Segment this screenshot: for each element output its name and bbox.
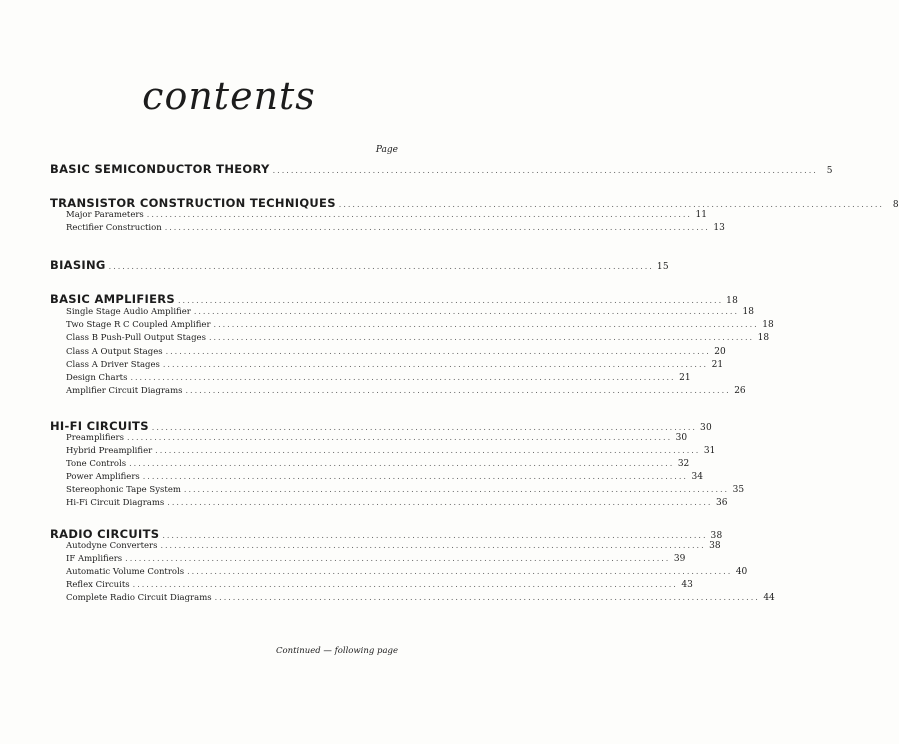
dot-leader: ........................................................................................................................	[126, 433, 673, 442]
toc-entry-label: Hi-Fi Circuit Diagrams	[66, 498, 165, 508]
dot-leader: ........................................................................................................................	[132, 580, 678, 589]
toc-entry-page-number: 35	[732, 485, 745, 495]
toc-entry-page-number: 26	[734, 386, 746, 396]
toc-subentry	[0, 223, 725, 233]
toc-entry-page-number: 43	[681, 580, 693, 590]
toc-entry-label: TRANSISTOR CONSTRUCTION TECHNIQUES	[50, 196, 336, 210]
dot-leader: ........................................................................................................................	[130, 373, 676, 382]
toc-entry-page-number: 40	[735, 567, 748, 577]
toc-entry-label: Single Stage Audio Amplifier	[66, 307, 191, 317]
toc-section-entry	[0, 292, 739, 306]
toc-subentry	[0, 433, 688, 443]
dot-leader: ........................................................................................................................	[125, 554, 671, 563]
toc-entry-label: Two Stage R C Coupled Amplifier	[66, 320, 211, 330]
dot-leader: ........................................................................................................................	[187, 567, 733, 576]
toc-entry-page-number: 31	[703, 446, 716, 456]
toc-entry-label: Complete Radio Circuit Diagrams	[66, 593, 212, 603]
toc-entry-label: Automatic Volume Controls	[66, 567, 185, 577]
toc-subentry	[0, 485, 745, 495]
toc-entry-page-number: 18	[762, 320, 774, 330]
dot-leader: ........................................................................................................................	[183, 485, 730, 494]
toc-entry-label: Autodyne Converters	[66, 541, 158, 551]
toc-subentry	[0, 593, 775, 603]
toc-subentry	[0, 347, 726, 357]
toc-entry-page-number: 38	[709, 541, 721, 551]
dot-leader: ........................................................................................................................	[213, 320, 759, 329]
dot-leader: ........................................................................................................................	[167, 498, 713, 507]
dot-leader: ........................................................................................................................	[214, 593, 760, 602]
toc-entry-label: Major Parameters	[66, 210, 144, 220]
toc-subentry	[0, 307, 754, 317]
toc-entry-label: Class A Driver Stages	[66, 360, 160, 370]
page-column-header: Page	[375, 145, 398, 155]
toc-entry-page-number: 21	[711, 360, 724, 370]
toc-entry-label: Class A Output Stages	[66, 347, 163, 357]
toc-subentry	[0, 541, 721, 551]
toc-entry-page-number: 36	[715, 498, 728, 508]
toc-entry-label: Amplifier Circuit Diagrams	[66, 386, 183, 396]
toc-entry-label: BASIC AMPLIFIERS	[50, 292, 175, 306]
toc-subentry	[0, 498, 728, 508]
toc-entry-page-number: 21	[679, 373, 691, 383]
toc-entry-page-number: 13	[713, 223, 725, 233]
dot-leader: ........................................................................................................................	[162, 531, 708, 540]
toc-subentry	[0, 459, 690, 469]
dot-leader: ........................................................................................................................	[142, 472, 688, 481]
toc-entry-label: Reflex Circuits	[66, 580, 130, 590]
toc-entry-label: Design Charts	[66, 373, 128, 383]
toc-section-entry	[0, 527, 723, 541]
dot-leader: ........................................................................................................................	[151, 423, 697, 432]
dot-leader: ........................................................................................................................	[193, 307, 739, 316]
toc-section-entry	[0, 196, 899, 210]
dot-leader: ........................................................................................................................	[108, 262, 654, 271]
dot-leader: ........................................................................................................................	[164, 223, 710, 232]
toc-entry-page-number: 34	[691, 472, 703, 482]
toc-subentry	[0, 386, 746, 396]
toc-entry-page-number: 44	[763, 593, 775, 603]
toc-entry-page-number: 30	[675, 433, 688, 443]
toc-entry-label: BASIC SEMICONDUCTOR THEORY	[50, 162, 270, 176]
dot-leader: ........................................................................................................................	[162, 360, 709, 369]
toc-entry-label: IF Amplifiers	[66, 554, 123, 564]
dot-leader: ........................................................................................................................	[185, 386, 731, 395]
toc-entry-label: Stereophonic Tape System	[66, 485, 181, 495]
toc-subentry	[0, 580, 693, 590]
toc-entry-label: HI-FI CIRCUITS	[50, 419, 149, 433]
toc-entry-page-number: 5	[826, 166, 833, 176]
toc-entry-label: Rectifier Construction	[66, 223, 162, 233]
dot-leader: ........................................................................................................................	[129, 459, 675, 468]
toc-entry-label: BIASING	[50, 258, 106, 272]
toc-entry-label: RADIO CIRCUITS	[50, 527, 160, 541]
toc-subentry	[0, 446, 716, 456]
dot-leader: ........................................................................................................................	[208, 333, 755, 342]
toc-entry-page-number: 18	[726, 296, 739, 306]
dot-leader: ........................................................................................................................	[177, 296, 724, 305]
toc-subentry	[0, 320, 774, 330]
toc-section-entry	[0, 162, 833, 176]
toc-entry-page-number: 20	[714, 347, 726, 357]
toc-section-entry	[0, 419, 712, 433]
dot-leader: ........................................................................................................................	[146, 210, 692, 219]
toc-entry-label: Power Amplifiers	[66, 472, 140, 482]
toc-entry-page-number: 38	[710, 531, 723, 541]
toc-entry-page-number: 18	[757, 333, 770, 343]
dot-leader: ........................................................................................................................	[272, 166, 818, 175]
dot-leader: ........................................................................................................................	[165, 347, 711, 356]
toc-entry-page-number: 15	[656, 262, 669, 272]
toc-subentry	[0, 472, 703, 482]
toc-entry-page-number: 30	[699, 423, 712, 433]
toc-entry-page-number: 18	[742, 307, 754, 317]
toc-subentry	[0, 333, 770, 343]
continued-note: Continued — following page	[276, 646, 398, 656]
toc-subentry	[0, 210, 707, 220]
toc-subentry	[0, 554, 686, 564]
toc-section-entry	[0, 258, 669, 272]
toc-entry-page-number: 8	[892, 200, 899, 210]
toc-entry-label: Tone Controls	[66, 459, 127, 469]
toc-entry-page-number: 39	[673, 554, 686, 564]
toc-entry-label: Class B Push-Pull Output Stages	[66, 333, 206, 343]
dot-leader: ........................................................................................................................	[155, 446, 701, 455]
page-title: contents	[142, 74, 316, 118]
toc-entry-page-number: 32	[677, 459, 690, 469]
toc-entry-label: Hybrid Preamplifier	[66, 446, 153, 456]
dot-leader: ........................................................................................................................	[338, 200, 884, 209]
toc-subentry	[0, 567, 748, 577]
toc-subentry	[0, 360, 724, 370]
toc-subentry	[0, 373, 691, 383]
toc-entry-page-number: 11	[695, 210, 707, 220]
toc-entry-label: Preamplifiers	[66, 433, 124, 443]
dot-leader: ........................................................................................................................	[160, 541, 706, 550]
